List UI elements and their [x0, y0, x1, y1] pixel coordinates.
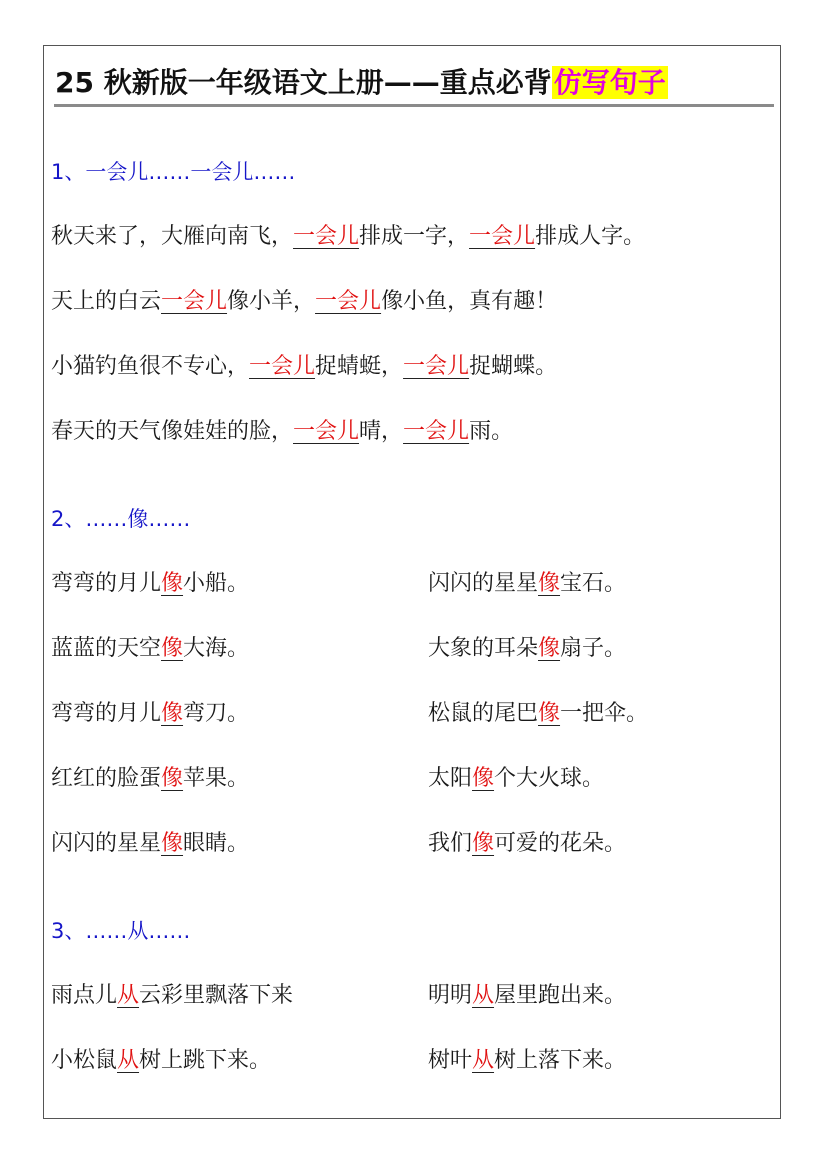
keyword: 像 [472, 831, 495, 856]
sentence-text: 弯刀。 [183, 701, 250, 726]
page-title [55, 62, 775, 104]
keyword: 像 [472, 766, 495, 791]
sentence-text: 捉蝴蝶。 [469, 354, 558, 379]
sentence [51, 763, 249, 795]
sentence-text: 苹果。 [183, 766, 250, 791]
sentence-text: 雨点儿 [51, 983, 118, 1008]
sentence-text: 像小鱼，真有趣！ [381, 289, 558, 314]
sentence [51, 698, 249, 730]
sentence-text: 眼睛。 [183, 831, 250, 856]
sentence-text: 天上的白云 [51, 289, 162, 314]
sentence [51, 221, 645, 253]
keyword: 一会儿 [315, 289, 382, 314]
sentence [51, 980, 293, 1012]
sentence-text: 松鼠的尾巴 [428, 701, 539, 726]
keyword: 像 [161, 571, 184, 596]
sentence-text: 像小羊， [227, 289, 316, 314]
sentence-text: 小船。 [183, 571, 250, 596]
sentence-text: 云彩里飘落下来 [139, 983, 294, 1008]
sentence [428, 633, 626, 665]
title-highlight: 仿写句子 [553, 66, 666, 99]
sentence-text: 小松鼠 [51, 1048, 118, 1073]
sentence-text: 晴， [359, 419, 404, 444]
sentence-text: 可爱的花朵。 [494, 831, 627, 856]
sentence [51, 828, 249, 860]
keyword: 像 [538, 701, 561, 726]
sentence [428, 763, 604, 795]
sentence [51, 351, 557, 383]
sentence-text: 雨。 [469, 419, 514, 444]
keyword: 一会儿 [161, 289, 228, 314]
keyword: 一会儿 [403, 419, 470, 444]
sentence-text: 弯弯的月儿 [51, 701, 162, 726]
sentence [428, 568, 626, 600]
sentence-text: 闪闪的星星 [51, 831, 162, 856]
keyword: 从 [117, 983, 140, 1008]
section-heading-2: 2、……像…… [51, 507, 191, 531]
sentence-text: 宝石。 [560, 571, 627, 596]
sentence-text: 春天的天气像娃娃的脸， [51, 419, 294, 444]
sentence [428, 1045, 626, 1077]
sentence-text: 太阳 [428, 766, 473, 791]
keyword: 一会儿 [469, 224, 536, 249]
sentence-text: 屋里跑出来。 [494, 983, 627, 1008]
sentence-text: 树上跳下来。 [139, 1048, 272, 1073]
sentence-text: 个大火球。 [494, 766, 605, 791]
section-heading-1: 1、一会儿……一会儿…… [51, 160, 296, 184]
title-underline [54, 104, 774, 107]
keyword: 从 [117, 1048, 140, 1073]
sentence-text: 蓝蓝的天空 [51, 636, 162, 661]
sentence-text: 大海。 [183, 636, 250, 661]
keyword: 像 [538, 571, 561, 596]
sentence [51, 568, 249, 600]
keyword: 一会儿 [293, 419, 360, 444]
keyword: 像 [161, 766, 184, 791]
sentence-text: 树上落下来。 [494, 1048, 627, 1073]
sentence-text: 明明 [428, 983, 473, 1008]
sentence-text: 排成人字。 [535, 224, 646, 249]
sentence [51, 1045, 271, 1077]
sentence [51, 633, 249, 665]
sentence [51, 416, 513, 448]
sentence-text: 排成一字， [359, 224, 470, 249]
sentence-text: 我们 [428, 831, 473, 856]
keyword: 像 [161, 636, 184, 661]
sentence-text: 扇子。 [560, 636, 627, 661]
sentence-text: 红红的脸蛋 [51, 766, 162, 791]
keyword: 一会儿 [403, 354, 470, 379]
sentence [428, 698, 648, 730]
keyword: 像 [161, 701, 184, 726]
sentence [51, 286, 557, 318]
keyword: 一会儿 [249, 354, 316, 379]
sentence-text: 树叶 [428, 1048, 473, 1073]
sentence-text: 大象的耳朵 [428, 636, 539, 661]
sentence-text: 秋天来了，大雁向南飞， [51, 224, 294, 249]
sentence-text: 闪闪的星星 [428, 571, 539, 596]
keyword: 一会儿 [293, 224, 360, 249]
sentence-text: 捉蜻蜓， [315, 354, 404, 379]
sentence-text: 弯弯的月儿 [51, 571, 162, 596]
title-main: 25 秋新版一年级语文上册——重点必背 [55, 66, 552, 99]
sentence-text: 小猫钓鱼很不专心， [51, 354, 250, 379]
keyword: 像 [538, 636, 561, 661]
keyword: 从 [472, 1048, 495, 1073]
keyword: 从 [472, 983, 495, 1008]
keyword: 像 [161, 831, 184, 856]
sentence [428, 828, 626, 860]
sentence-text: 一把伞。 [560, 701, 649, 726]
section-heading-3: 3、……从…… [51, 919, 191, 943]
sentence [428, 980, 626, 1012]
